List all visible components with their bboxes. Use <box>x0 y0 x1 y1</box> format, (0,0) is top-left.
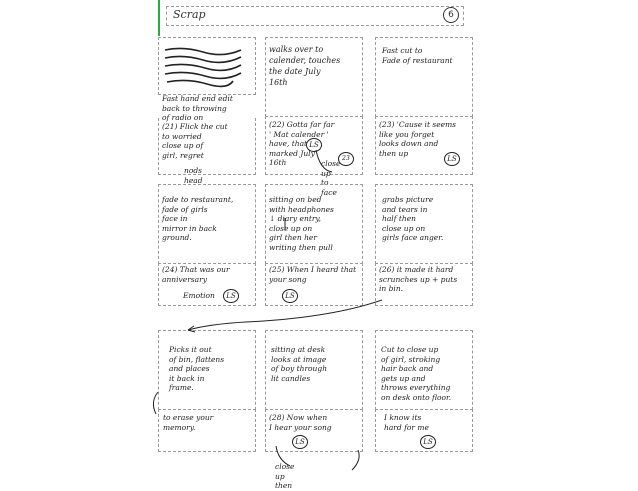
note-text: close up to face <box>321 159 341 197</box>
caption-text: (21) Flick the cut to worried close up of girl, regret <box>162 122 228 160</box>
panel-text: walks over to calender, touches the date July 16th <box>269 45 341 87</box>
note-text: close up then <box>275 462 295 490</box>
header-title: Scrap <box>173 8 206 21</box>
ls-circle: LS <box>306 138 322 152</box>
caption-text: to erase your memory. <box>163 413 214 432</box>
ls-circle: LS <box>282 289 298 303</box>
page-number: 6 <box>443 7 459 23</box>
panel-text: sitting on bed with headphones ↓ diary entry, close up on girl then her writing then pull <box>269 195 334 252</box>
panel-text: fade to restaurant, fade of girls face in mirror in back ground. <box>162 195 234 242</box>
caption-text: (25) When I heard that your song <box>269 265 357 284</box>
caption-text: (24) That was our anniversary <box>162 265 230 284</box>
ls-circle: LS <box>444 152 460 166</box>
caption-text: (28) Now when I hear your song <box>269 413 332 432</box>
panel-text: grabs picture and tears in half then close up on girls face anger. <box>382 195 444 242</box>
caption-text: (26) it made it hard scrunches up + puts in bin. <box>379 265 458 293</box>
ls-circle: LS <box>420 435 436 449</box>
ls-circle: LS <box>292 435 308 449</box>
panel-text: sitting at desk looks at image of boy through lit candles <box>271 345 328 383</box>
note-text: nods head <box>184 166 203 185</box>
caption-text: (22) Gotta far far ' Mat calender ' have, that marked July 16th <box>269 120 335 167</box>
panel-text: Picks it out of bin, flattens and places it back in frame. <box>169 345 225 392</box>
caption-text: (23) 'Cause it seems like you forget looks down and then up <box>379 120 457 158</box>
panel-text: Fast hand end edit back to throwing of radio on <box>162 94 233 122</box>
panel-text: Fast cut to Fade of restaurant <box>382 46 453 65</box>
ls-circle: LS <box>223 289 239 303</box>
panel-text: Cut to close up of girl, stroking hair back and gets up and throws everything on desk onto floor. <box>381 345 452 402</box>
number-circle: 23 <box>338 152 354 166</box>
caption-text: I know its hard for me <box>384 413 429 432</box>
note-text: Emotion <box>183 291 215 300</box>
